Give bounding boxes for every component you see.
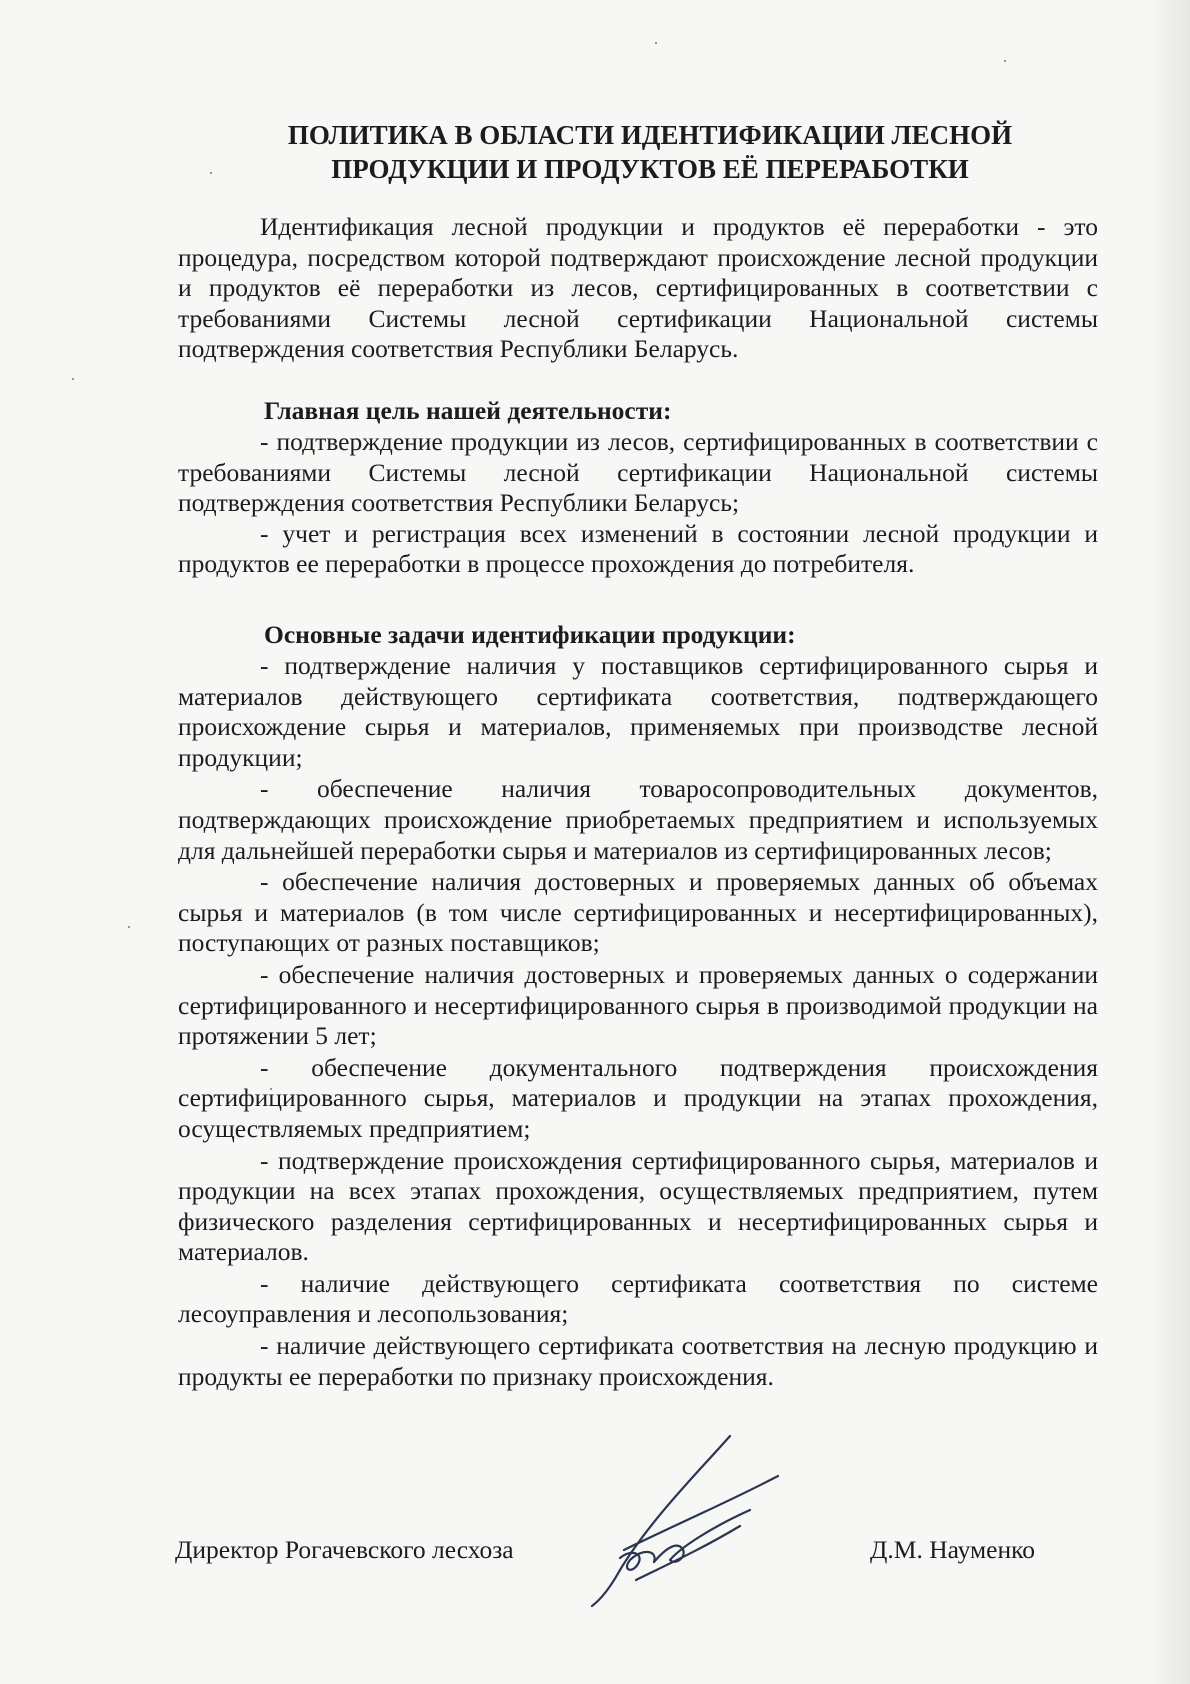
title-line-1: ПОЛИТИКА В ОБЛАСТИ ИДЕНТИФИКАЦИИ ЛЕСНОЙ bbox=[287, 120, 1013, 150]
task-item: - наличие действующего сертификата соответствия по системе лесоуправления и лесопользования; bbox=[178, 1268, 1098, 1329]
signature-block bbox=[175, 1535, 1035, 1571]
task-item: - наличие действующего сертификата соответствия на лесную продукцию и продукты ее переработки по признаку происхождения. bbox=[178, 1331, 1098, 1391]
task-item: - подтверждение наличия у поставщиков сертифицированного сырья и материалов действующего сертификата соответствия, подтверждающего происхождение сырья и материалов, применяемых при производстве лесной продукции; bbox=[178, 651, 1098, 772]
task-item: - обеспечение наличия достоверных и проверяемых данных о содержании сертифицированного и несертифицированного сырья в производимой продукции на протяжении 5 лет; bbox=[178, 959, 1098, 1051]
task-item: - обеспечение наличия товаросопроводительных документов, подтверждающих происхождение приобретаемых предприятием и используемых для дальнейшей переработки сырья и материалов из сертифицированных лесов; bbox=[178, 774, 1098, 865]
goals-heading: Главная цель нашей деятельности: bbox=[264, 396, 672, 425]
document-title bbox=[190, 118, 1110, 186]
goal-item: - учет и регистрация всех изменений в состоянии лесной продукции и продуктов ее переработки в процессе прохождения до потребителя. bbox=[178, 518, 1098, 579]
signature-stroke bbox=[592, 1436, 730, 1606]
signatory-name: Д.М. Науменко bbox=[870, 1535, 1035, 1564]
title-line-2: ПРОДУКЦИИ И ПРОДУКТОВ ЕЁ ПЕРЕРАБОТКИ bbox=[331, 154, 969, 184]
intro-paragraph: Идентификация лесной продукции и продуктов её переработки - это процедура, посредством которой подтверждают происхождение лесной продукции и продуктов её переработки из лесов, сертифицированных в соответствии с требованиями Системы лесной сертификации Национальной системы подтверждения соответствия Республики Беларусь. bbox=[178, 212, 1098, 364]
scan-speck bbox=[655, 42, 657, 44]
task-item: - обеспечение наличия достоверных и проверяемых данных об объемах сырья и материалов (в том числе сертифицированных и несертифицированных), поступающих от разных поставщиков; bbox=[178, 867, 1098, 958]
task-item: - обеспечение документального подтверждения происхождения сертифицированного сырья, материалов и продукции на этапах прохождения, осуществляемых предприятием; bbox=[178, 1052, 1098, 1143]
signatory-position: Директор Рогачевского лесхоза bbox=[175, 1535, 514, 1564]
scan-speck bbox=[72, 378, 74, 380]
task-item: - подтверждение происхождения сертифицированного сырья, материалов и продукции на всех этапах прохождения, осуществляемых предприятием, путем физического разделения сертифицированных и несертифицированных сырья и материалов. bbox=[178, 1145, 1098, 1267]
scan-speck bbox=[128, 926, 130, 928]
scan-shadow-edge bbox=[1156, 0, 1190, 1684]
handwritten-signature bbox=[580, 1430, 810, 1610]
goal-item: - подтверждение продукции из лесов, сертифицированных в соответствии с требованиями Системы лесной сертификации Национальной системы подтверждения соответствия Республики Беларусь; bbox=[178, 427, 1098, 518]
scan-speck bbox=[1004, 60, 1006, 62]
tasks-heading: Основные задачи идентификации продукции: bbox=[264, 620, 796, 649]
tasks-list bbox=[178, 651, 1098, 1392]
intro-section bbox=[178, 212, 1098, 365]
goals-list bbox=[178, 427, 1098, 580]
